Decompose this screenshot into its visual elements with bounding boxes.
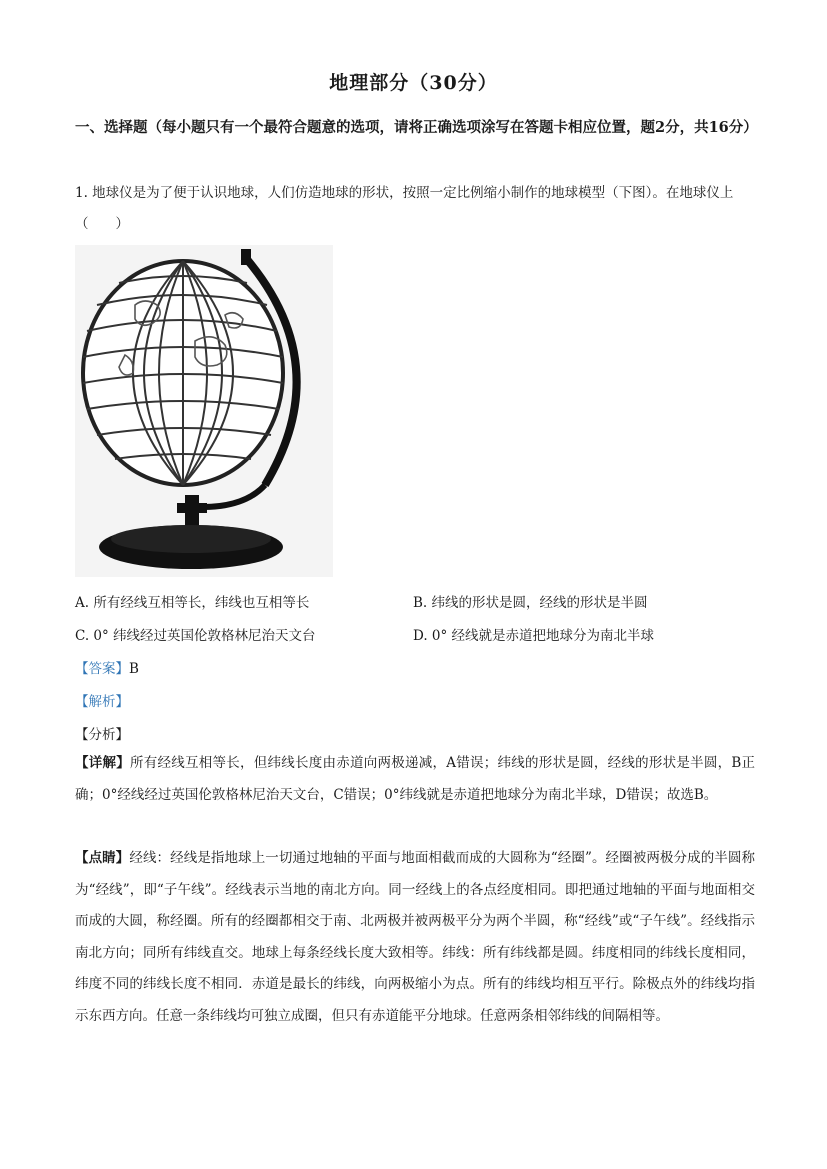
option-d: D. 0° 经线就是赤道把地球分为南北半球 (413, 628, 655, 644)
point-label: 【点睛】 (75, 850, 130, 866)
detail-label: 【详解】 (75, 755, 131, 771)
globe-illustration (75, 245, 333, 577)
analysis-label: 【解析】 (75, 694, 129, 710)
question-text: 1. 地球仪是为了便于认识地球，人们仿造地球的形状，按照一定比例缩小制作的地球模型（下图）。在地球仪上（ ） (75, 185, 734, 232)
section-heading: 一、选择题（每小题只有一个最符合题意的选项，请将正确选项涂写在答题卡相应位置，题2分，共16分） (75, 119, 758, 136)
option-b: B. 纬线的形状是圆，经线的形状是半圆 (413, 595, 648, 611)
answer-label: 【答案】 (75, 661, 129, 677)
detail-text: 所有经线互相等长，但纬线长度由赤道向两极递减，A错误；纬线的形状是圆，经线的形状是半圆，B正确；0°经线经过英国伦敦格林尼治天文台，C错误；0°纬线就是赤道把地球分为南北半球，D错误；故选B。 (75, 755, 756, 803)
option-c: C. 0° 纬线经过英国伦敦格林尼治天文台 (75, 628, 316, 644)
answer-line (75, 657, 139, 677)
option-a: A. 所有经线互相等长，纬线也互相等长 (75, 595, 310, 611)
answer-value: B (129, 661, 139, 677)
page-title: 地理部分（30分） (329, 72, 498, 94)
point-paragraph (75, 843, 755, 1032)
detail-paragraph (75, 748, 755, 811)
point-text: 经线：经线是指地球上一切通过地轴的平面与地面相截而成的大圆称为“经圈”。经圈被两极分成的半圆称为“经线”，即“子午线”。经线表示当地的南北方向。同一经线上的各点经度相同。即把通过地轴的平面与地面相交而成的大圆，称经圈。所有的经圈都相交于南、北两极并被两极平分为两个半圆，称“经线”或“子午线”。经线指示南北方向；同所有纬线直交。地球上每条经线长度大致相等。纬线：所有纬线都是圆。纬度相同的纬线长度相同，纬度不同的纬线长度不相同．赤道是最长的纬线，向两极缩小为点。所有的纬线均相互平行。除极点外的纬线均指示东西方向。任意一条纬线均可独立成圈，但只有赤道能平分地球。任意两条相邻纬线的间隔相等。 (75, 850, 755, 1024)
fenxi-label: 【分析】 (75, 727, 129, 743)
